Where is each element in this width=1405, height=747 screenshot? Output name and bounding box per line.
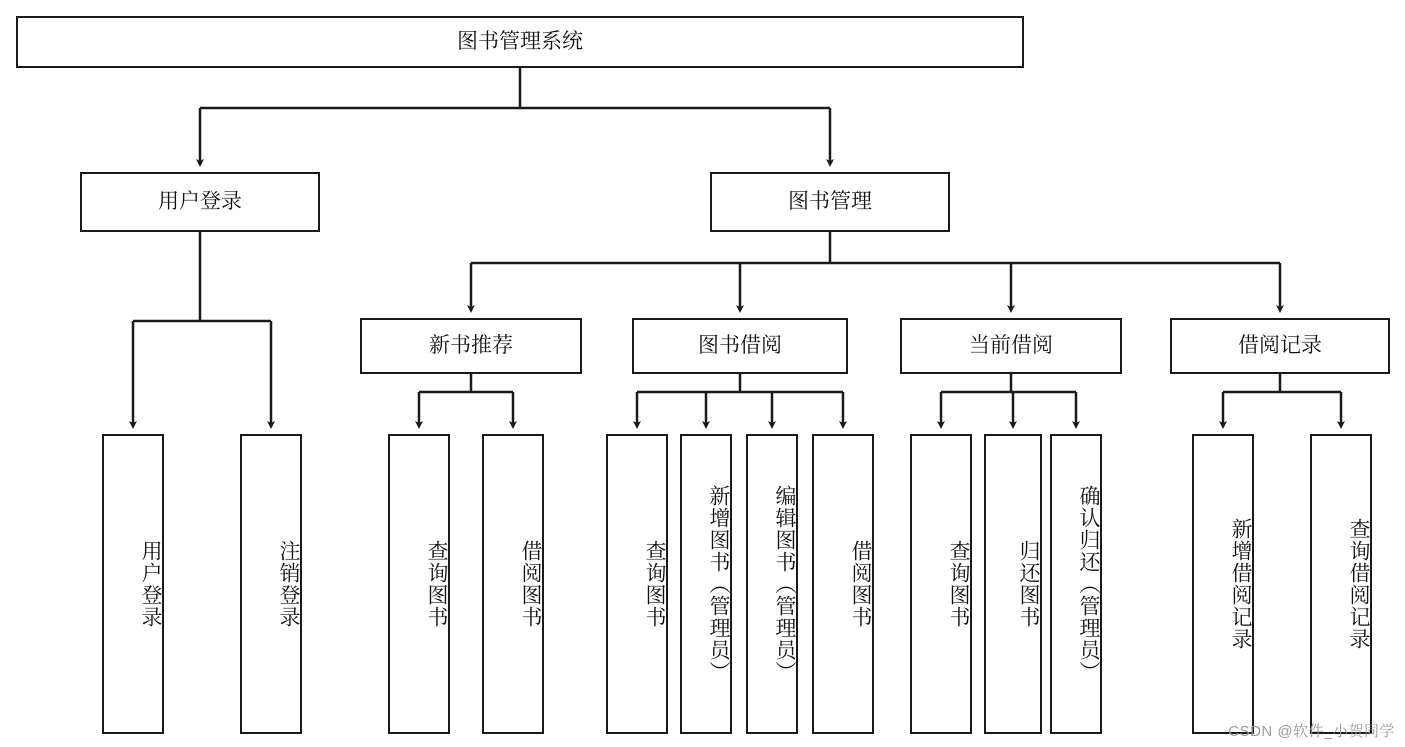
node-label: 查询图书 — [947, 540, 970, 628]
node-current-borrow[interactable] — [900, 318, 1122, 374]
node-leaf-borrow-book-2[interactable] — [812, 434, 874, 734]
node-leaf-user-login[interactable] — [102, 434, 164, 734]
node-root[interactable] — [16, 16, 1024, 68]
node-user-login[interactable] — [80, 172, 320, 232]
node-label: 图书管理 — [788, 189, 872, 213]
node-leaf-add-record[interactable] — [1192, 434, 1254, 734]
node-label: 编辑图书（管理员） — [773, 485, 796, 683]
node-leaf-confirm-return[interactable] — [1050, 434, 1102, 734]
watermark: CSDN @软件_小贺同学 — [1228, 723, 1395, 740]
node-book-borrow[interactable] — [632, 318, 848, 374]
node-leaf-user-logout[interactable] — [240, 434, 302, 734]
node-label: 图书管理系统 — [457, 29, 583, 53]
node-label: 当前借阅 — [969, 333, 1053, 357]
node-label: 借阅图书 — [849, 540, 872, 628]
node-label: 借阅记录 — [1238, 333, 1322, 357]
node-leaf-query-book-2[interactable] — [606, 434, 668, 734]
node-label: 查询图书 — [643, 540, 666, 628]
node-label: 新书推荐 — [429, 333, 513, 357]
node-book-management[interactable] — [710, 172, 950, 232]
node-leaf-add-book[interactable] — [680, 434, 732, 734]
node-label: 查询借阅记录 — [1347, 518, 1370, 650]
node-leaf-query-book-1[interactable] — [388, 434, 450, 734]
node-leaf-borrow-book-1[interactable] — [482, 434, 544, 734]
node-label: 借阅图书 — [519, 540, 542, 628]
node-label: 确认归还（管理员） — [1077, 485, 1100, 683]
node-label: 用户登录 — [139, 540, 162, 628]
node-leaf-edit-book[interactable] — [746, 434, 798, 734]
node-label: 归还图书 — [1017, 540, 1040, 628]
node-leaf-query-book-3[interactable] — [910, 434, 972, 734]
node-new-book-recommend[interactable] — [360, 318, 582, 374]
node-label: 新增借阅记录 — [1229, 518, 1252, 650]
node-leaf-query-record[interactable] — [1310, 434, 1372, 734]
node-label: 注销登录 — [277, 540, 300, 628]
node-borrow-record[interactable] — [1170, 318, 1390, 374]
node-label: 新增图书（管理员） — [707, 485, 730, 683]
node-leaf-return-book[interactable] — [984, 434, 1042, 734]
node-label: 查询图书 — [425, 540, 448, 628]
node-label: 图书借阅 — [698, 333, 782, 357]
node-label: 用户登录 — [158, 189, 242, 213]
